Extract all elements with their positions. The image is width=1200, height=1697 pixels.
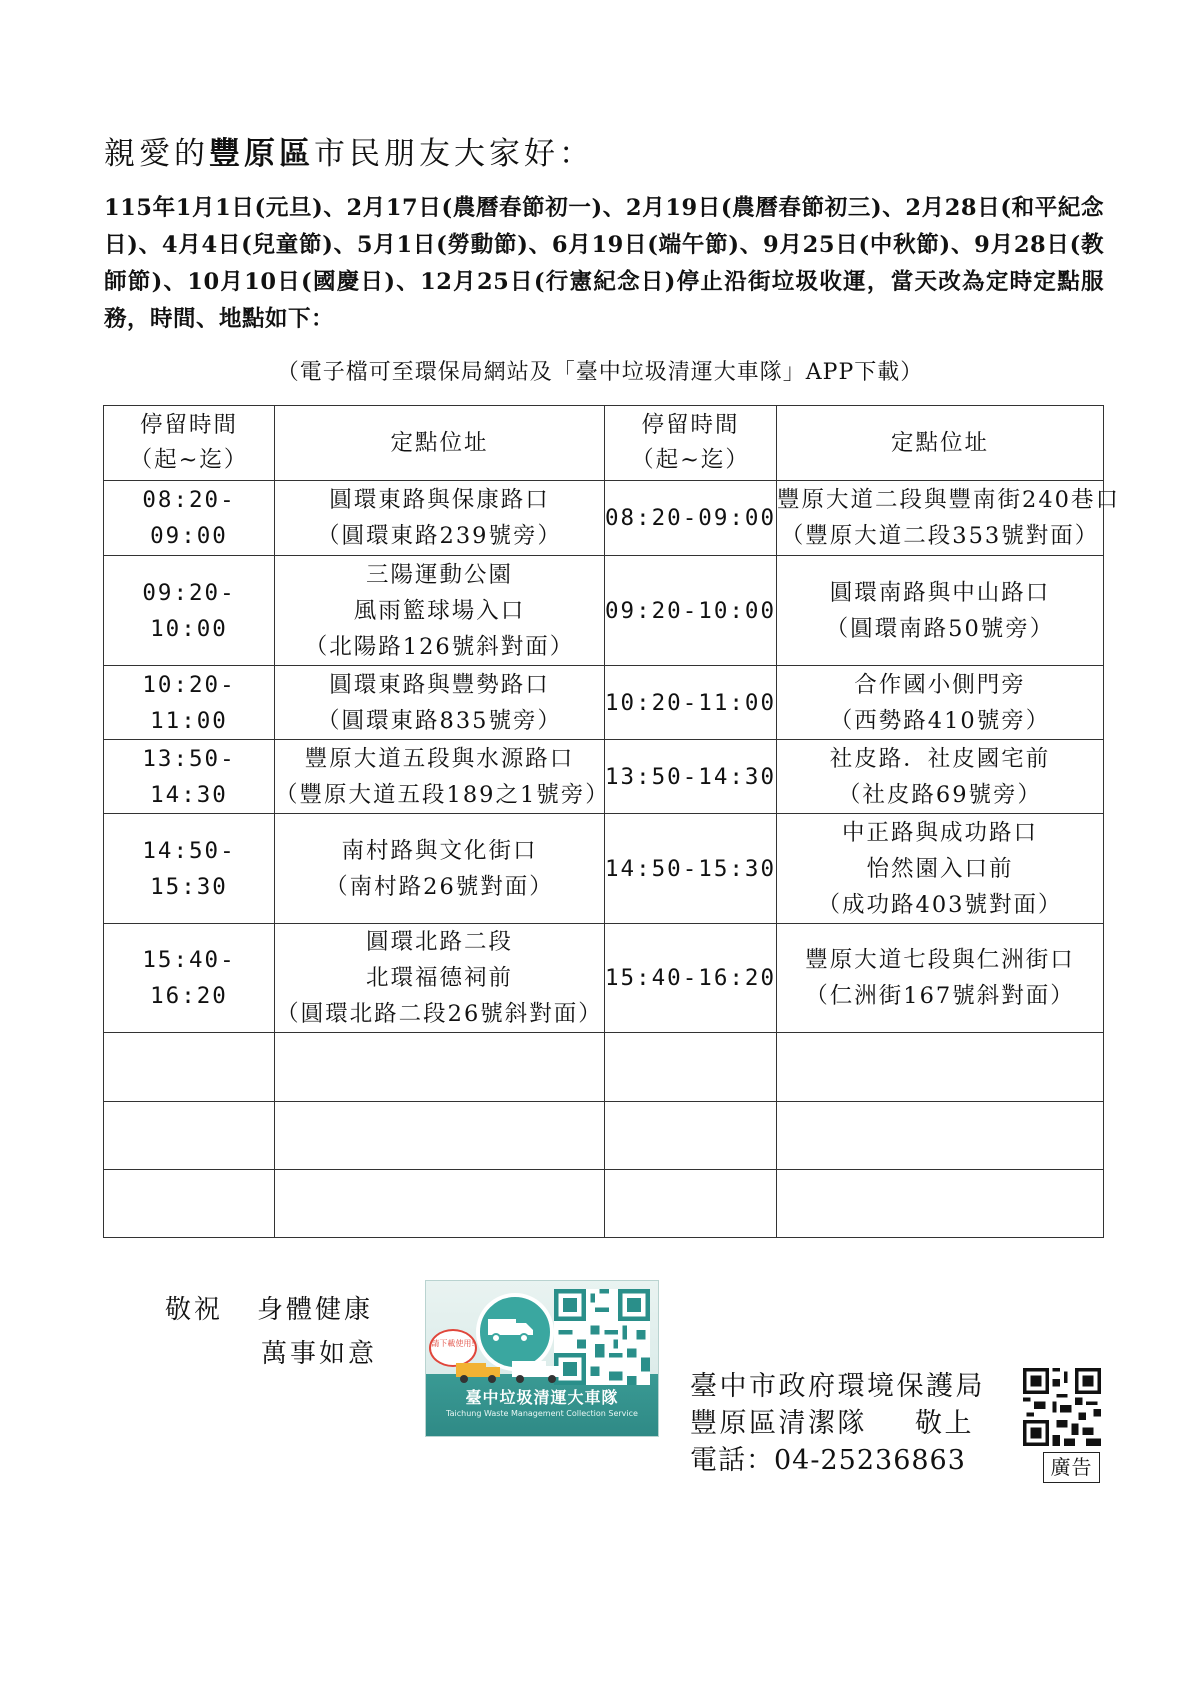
location-cell: 豐原大道五段與水源路口 （豐原大道五段189之1號旁） bbox=[275, 740, 605, 814]
empty-cell bbox=[605, 1170, 777, 1238]
empty-cell bbox=[275, 1033, 605, 1102]
empty-cell bbox=[777, 1033, 1104, 1102]
time-cell: 15:40-16:20 bbox=[605, 924, 777, 1033]
location-cell: 圓環東路與保康路口 （圓環東路239號旁） bbox=[275, 481, 605, 556]
location-cell: 豐原大道二段與豐南街240巷口 （豐原大道二段353號對面） bbox=[777, 481, 1104, 556]
empty-cell bbox=[777, 1102, 1104, 1170]
schedule-table bbox=[103, 405, 1120, 1238]
holiday-notice: 115年1月1日(元旦)、2月17日(農曆春節初一)、2月19日(農曆春節初三)、2月28日(和平紀念日)、4月4日(兒童節)、5月1日(勞動節)、6月19日(端午節)、9月25日(中秋節)、9月28日(教師節)、10月10日(國慶日)、12月25日(行憲紀念日)停止沿街垃圾收運，當天改為定時定點服務，時間、地點如下： bbox=[104, 195, 1104, 332]
location-cell: 社皮路．社皮國宅前 （社皮路69號旁） bbox=[777, 740, 1104, 814]
table-row-empty bbox=[104, 1102, 1104, 1170]
empty-cell bbox=[104, 1102, 275, 1170]
greeting bbox=[104, 128, 594, 173]
header-time-b: 停留時間 （起~迄） bbox=[605, 406, 777, 481]
qr-code-icon bbox=[1023, 1368, 1101, 1446]
table-row-empty bbox=[104, 1170, 1104, 1238]
header-location-b: 定點位址 bbox=[777, 406, 1104, 481]
location-cell: 中正路與成功路口 怡然園入口前 （成功路403號對面） bbox=[777, 814, 1104, 924]
location-cell: 圓環東路與豐勢路口 （圓環東路835號旁） bbox=[275, 666, 605, 740]
location-cell: 三陽運動公園 風雨籃球場入口 （北陽路126號斜對面） bbox=[275, 556, 605, 666]
empty-cell bbox=[605, 1102, 777, 1170]
app-bubble: 請下載使用! bbox=[429, 1329, 477, 1367]
time-cell: 15:40-16:20 bbox=[104, 924, 275, 1033]
table-row bbox=[104, 740, 1104, 814]
table-row bbox=[104, 556, 1104, 666]
table-row bbox=[104, 666, 1104, 740]
app-title: 臺中垃圾清運大車隊 bbox=[465, 1388, 619, 1407]
time-cell: 09:20-10:00 bbox=[605, 556, 777, 666]
time-cell: 14:50-15:30 bbox=[605, 814, 777, 924]
location-cell: 圓環南路與中山路口 （圓環南路50號旁） bbox=[777, 556, 1104, 666]
empty-cell bbox=[777, 1170, 1104, 1238]
empty-cell bbox=[275, 1102, 605, 1170]
empty-cell bbox=[275, 1170, 605, 1238]
time-cell: 08:20-09:00 bbox=[605, 481, 777, 556]
closing-line2: 萬事如意 bbox=[261, 1339, 378, 1369]
empty-cell bbox=[605, 1033, 777, 1102]
time-cell: 08:20-09:00 bbox=[104, 481, 275, 556]
time-cell: 13:50-14:30 bbox=[605, 740, 777, 814]
time-cell: 13:50-14:30 bbox=[104, 740, 275, 814]
time-cell: 10:20-11:00 bbox=[605, 666, 777, 740]
signature-phone: 電話：04-25236863 bbox=[690, 1445, 966, 1476]
closing-word: 敬祝 bbox=[165, 1295, 224, 1325]
table-row bbox=[104, 814, 1104, 924]
signature-dept2-line bbox=[690, 1405, 985, 1442]
location-cell: 合作國小側門旁 （西勢路410號旁） bbox=[777, 666, 1104, 740]
app-banner bbox=[425, 1280, 659, 1437]
closing-line1: 身體健康 bbox=[257, 1295, 374, 1325]
table-header-row bbox=[104, 406, 1104, 481]
location-cell: 圓環北路二段 北環福德祠前 （圓環北路二段26號斜對面） bbox=[275, 924, 605, 1033]
table-row bbox=[104, 924, 1104, 1033]
table-row-empty bbox=[104, 1033, 1104, 1102]
download-note: （電子檔可至環保局網站及「臺中垃圾清運大車隊」APP下載） bbox=[276, 360, 924, 385]
closing-wishes bbox=[165, 1288, 377, 1376]
table-row bbox=[104, 481, 1104, 556]
signature-respect: 敬上 bbox=[915, 1408, 974, 1439]
location-cell: 豐原大道七段與仁洲街口 （仁洲街167號斜對面） bbox=[777, 924, 1104, 1033]
header-time-a: 停留時間 （起~迄） bbox=[104, 406, 275, 481]
empty-cell bbox=[104, 1033, 275, 1102]
time-cell: 10:20-11:00 bbox=[104, 666, 275, 740]
ad-label: 廣告 bbox=[1043, 1452, 1100, 1483]
truck-icon bbox=[486, 1311, 536, 1345]
app-qr-code-icon bbox=[554, 1289, 650, 1385]
location-cell: 南村路與文化街口 （南村路26號對面） bbox=[275, 814, 605, 924]
greeting-prefix: 親愛的 bbox=[104, 136, 209, 172]
garbage-truck-icon bbox=[456, 1357, 566, 1385]
app-subtitle: Taichung Waste Management Collection Service bbox=[446, 1409, 638, 1418]
signature-dept1: 臺中市政府環境保護局 bbox=[690, 1371, 985, 1402]
header-location-a: 定點位址 bbox=[275, 406, 605, 481]
time-cell: 14:50-15:30 bbox=[104, 814, 275, 924]
signature-block bbox=[690, 1368, 985, 1479]
signature-dept2: 豐原區清潔隊 bbox=[690, 1408, 867, 1439]
time-cell: 09:20-10:00 bbox=[104, 556, 275, 666]
greeting-district: 豐原區 bbox=[209, 136, 314, 172]
empty-cell bbox=[104, 1170, 275, 1238]
greeting-suffix: 市民朋友大家好： bbox=[314, 136, 594, 172]
